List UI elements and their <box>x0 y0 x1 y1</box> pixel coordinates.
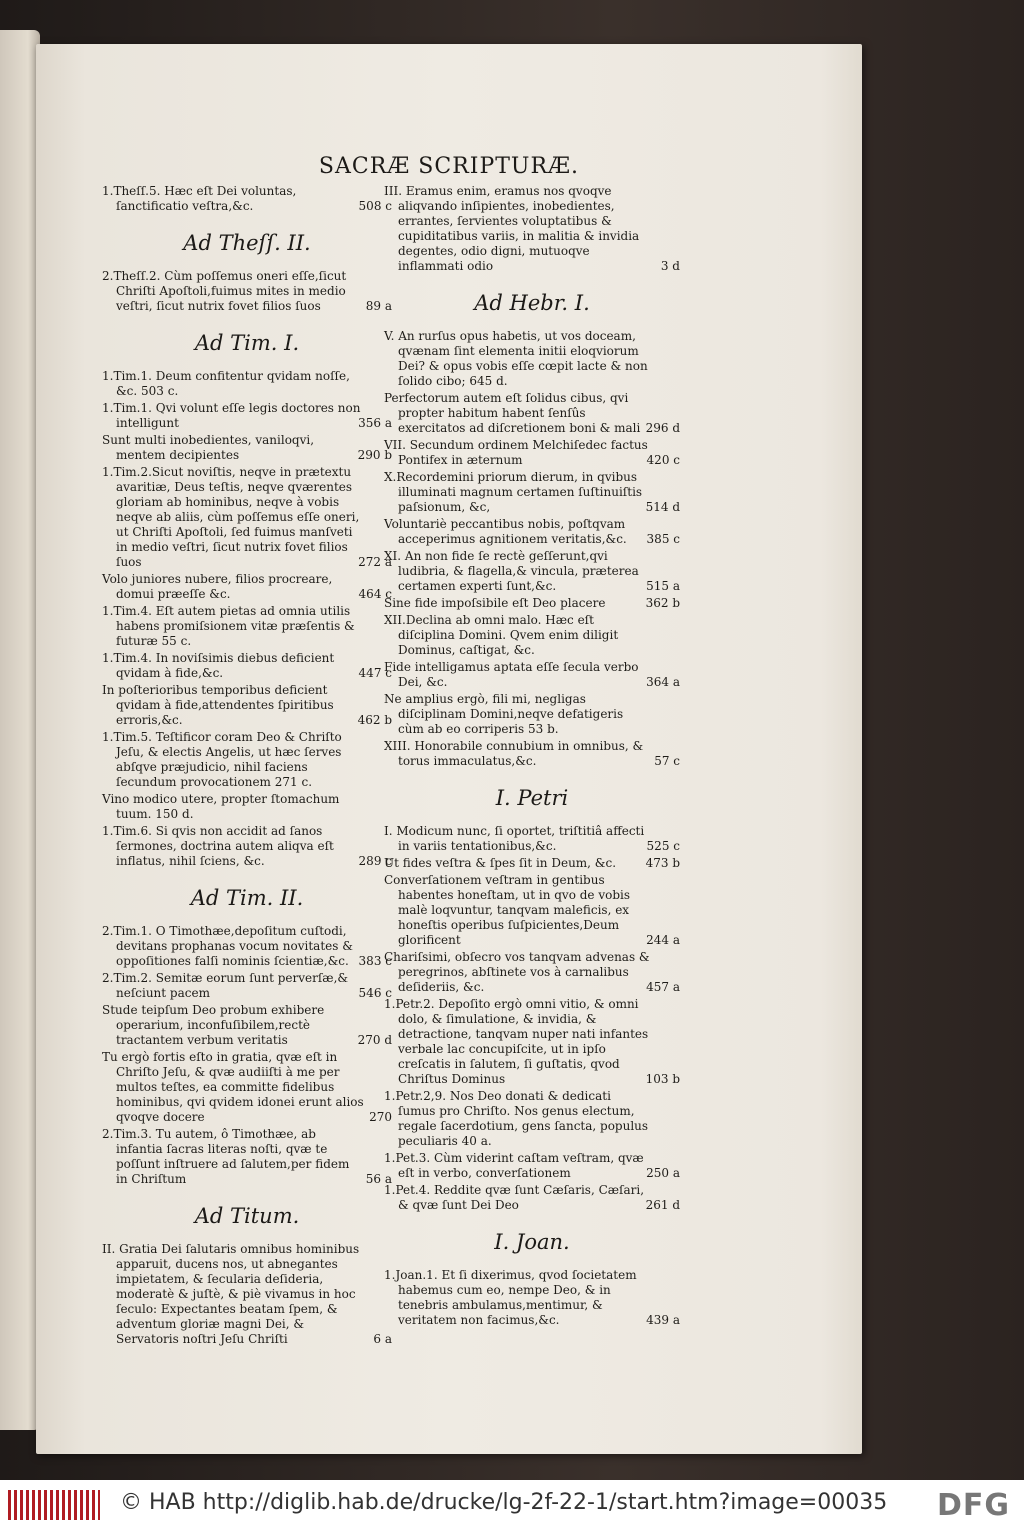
entry-text: 2.Tim.3. Tu autem, ô Timothæe, ab infantia ſacras literas noſti, qvæ te poſſunt inſtruere ad ſalutem,per fidem in Chriſtum <box>102 1127 350 1186</box>
index-entry <box>102 971 392 1001</box>
page-reference: 515 a <box>646 579 680 593</box>
entry-text: Sine fide impoſsibile eſt Deo placere <box>384 596 606 610</box>
page-reference: 447 c <box>358 666 392 680</box>
book-page <box>36 44 862 1454</box>
viewer-footer <box>0 1480 1024 1529</box>
index-entry <box>384 470 680 515</box>
page-reference: 356 a <box>358 416 392 430</box>
entry-text: 1.Tim.5. Teſtificor coram Deo & Chriſto Jeſu, & electis Angelis, ut hæc ſerves abſqve præjudicio, nihil faciens ſecundum provocationem 271 c. <box>102 730 342 789</box>
index-entry <box>102 1003 392 1048</box>
facing-page-edge <box>0 30 40 1430</box>
index-entry <box>384 1183 680 1213</box>
page-reference: 464 c <box>358 587 392 601</box>
entry-text: VII. Secundum ordinem Melchiſedec factus Pontifex in æternum <box>384 438 648 467</box>
entry-text: Vino modico utere, propter ſtomachum tuum. 150 d. <box>102 792 340 821</box>
index-entry <box>102 924 392 969</box>
index-entry <box>102 1050 392 1125</box>
entry-text: Volo juniores nubere, filios procreare, domui præeſſe &c. <box>102 572 333 601</box>
entry-text: V. An rurſus opus habetis, ut vos doceam, qvænam ſint elementa initii eloqviorum Dei? & opus vobis eſſe cœpit lacte & non ſolido cibo; 645 d. <box>384 329 648 388</box>
left-column <box>102 184 392 1349</box>
entry-text: Tu ergò fortis eſto in gratia, qvæ eſt in Chriſto Jeſu, & qvæ audiiſti à me per multos teſtes, ea committe fidelibus hominibus, qvi qvidem idonei erunt alios qvoqve docere <box>102 1050 364 1124</box>
entry-text: 1.Tim.2.Sicut noviſtis, neqve in prætextu avaritiæ, Deus teſtis, neqve qværentes gloriam ab hominibus, neqve à vobis neqve ab aliis, cùm poſſemus eſſe oneri, ut Chriſti Apoſtoli, ſed fuimus manſveti in medio veſtri, ſicut nutrix fovet filios ſuos <box>102 465 360 569</box>
entry-text: 1.Tim.6. Si qvis non accidit ad ſanos ſermones, doctrina autem aliqva eſt inflatus, nihil ſciens, &c. <box>102 824 334 868</box>
index-entry <box>102 401 392 431</box>
index-entry <box>102 269 392 314</box>
page-reference: 89 a <box>365 299 392 313</box>
index-entry <box>384 1089 680 1149</box>
index-entry <box>384 1151 680 1181</box>
entry-text: 1.Tim.4. In noviſsimis diebus deficient qvidam à fide,&c. <box>102 651 335 680</box>
index-entry <box>102 184 392 214</box>
index-entry <box>384 739 680 769</box>
entry-text: X.Recordemini priorum dierum, in qvibus illuminati magnum certamen ſuſtinuiſtis paſsionum, &c, <box>384 470 643 514</box>
entry-text: 1.Joan.1. Et ſi dixerimus, qvod ſocietatem habemus cum eo, nempe Deo, & in tenebris ambulamus,mentimur, & veritatem non facimus,&c. <box>384 1268 637 1327</box>
index-entry <box>102 572 392 602</box>
page-reference: 439 a <box>646 1313 680 1327</box>
entry-text: XII.Declina ab omni malo. Hæc eſt diſciplina Domini. Qvem enim diligit Dominus, caſtigat, &c. <box>384 613 619 657</box>
index-entry <box>384 1268 680 1328</box>
index-entry <box>102 369 392 399</box>
section-heading: Ad Theſſ. II. <box>183 231 311 255</box>
index-entry <box>384 692 680 737</box>
entry-text: 1.Tim.1. Deum confitentur qvidam noſſe, &c. 503 c. <box>102 369 350 398</box>
index-entry <box>384 329 680 389</box>
page-reference: 383 c <box>358 954 392 968</box>
index-entry <box>384 824 680 854</box>
entry-text: XIII. Honorabile connubium in omnibus, & torus immaculatus,&c. <box>384 739 644 768</box>
entry-text: 1.Theſſ.5. Hæc eſt Dei voluntas, ſanctificatio veſtra,&c. <box>102 184 297 213</box>
index-entry <box>384 391 680 436</box>
index-entry <box>384 549 680 594</box>
page-reference: 270 d <box>357 1033 392 1047</box>
entry-text: 1.Tim.4. Eſt autem pietas ad omnia utilis habens promiſsionem vitæ præſentis & futuræ 55 c. <box>102 604 355 648</box>
index-entry <box>384 856 680 871</box>
right-column <box>384 184 680 1330</box>
index-entry <box>384 997 680 1087</box>
page-reference: 6 a <box>373 1332 392 1346</box>
section-heading: I. Joan. <box>494 1230 570 1254</box>
entry-text: In poſterioribus temporibus deficient qvidam à fide,attendentes ſpiritibus erroris,&c. <box>102 683 334 727</box>
entry-text: Sunt multi inobedientes, vaniloqvi, mentem decipientes <box>102 433 315 462</box>
section-heading: Ad Titum. <box>194 1204 300 1228</box>
page-reference: 296 d <box>645 421 680 435</box>
entry-text: 1.Tim.1. Qvi volunt eſſe legis doctores non intelligunt <box>102 401 361 430</box>
index-entry <box>102 730 392 790</box>
section-heading: I. Petri <box>495 786 569 810</box>
page-reference: 272 a <box>358 555 392 569</box>
index-entry <box>384 184 680 274</box>
index-entry <box>384 613 680 658</box>
entry-text: III. Eramus enim, eramus nos qvoqve aliqvando inſipientes, inobedientes, errantes, ſervientes voluptatibus & cupiditatibus variis, in malitia & invidia degentes, odio digni, mutuoqve inflammati odio <box>384 184 640 273</box>
entry-text: 2.Tim.1. O Timothæe,depoſitum cuſtodi, devitans prophanas vocum novitates & oppoſitiones falſi nominis ſcientiæ,&c. <box>102 924 353 968</box>
page-reference: 270 <box>369 1110 392 1124</box>
index-entry <box>102 1242 392 1347</box>
page-reference: 364 a <box>646 675 680 689</box>
page-reference: 244 a <box>646 933 680 947</box>
index-entry <box>384 438 680 468</box>
entry-text: XI. An non fide ſe rectè geſſerunt,qvi ludibria, & flagella,& vincula, præterea certamen experti ſunt,&c. <box>384 549 639 593</box>
hab-logo-icon <box>8 1490 100 1520</box>
entry-text: 1.Petr.2. Depoſito ergò omni vitio, & omni dolo, & ſimulatione, & invidia, & detractione, tanqvam nuper nati infantes verbale lac concupiſcite, ut in ipſo creſcatis in ſalutem, ſi guſtatis, qvod Chriſtus Dominus <box>384 997 649 1086</box>
entry-text: Fide intelligamus aptata eſſe ſecula verbo Dei, &c. <box>384 660 639 689</box>
index-entry <box>384 873 680 948</box>
entry-text: Perfectorum autem eſt ſolidus cibus, qvi propter habitum habent ſenſûs exercitatos ad diſcretionem boni & mali <box>384 391 641 435</box>
page-reference: 462 b <box>357 713 392 727</box>
entry-text: 1.Pet.4. Reddite qvæ ſunt Cæſaris, Cæſari, & qvæ ſunt Dei Deo <box>384 1183 645 1212</box>
page-reference: 290 b <box>357 448 392 462</box>
index-entry <box>384 950 680 995</box>
page-reference: 525 c <box>646 839 680 853</box>
page-reference: 289 c <box>358 854 392 868</box>
entry-text: Converſationem veſtram in gentibus habentes honeſtam, ut in qvo de vobis malè loqvuntur, tanqvam maleficis, ex honeſtis operibus ſuſpicientes,Deum glorificent <box>384 873 631 947</box>
entry-text: Chariſsimi, obſecro vos tanqvam advenas & peregrinos, abſtinete vos à carnalibus deſideriis, &c. <box>384 950 650 994</box>
page-reference: 508 c <box>358 199 392 213</box>
page-reference: 57 c <box>654 754 680 768</box>
page-reference: 420 c <box>646 453 680 467</box>
source-url[interactable]: © HAB http://diglib.hab.de/drucke/lg-2f-22-1/start.htm?image=00035 <box>120 1490 888 1515</box>
page-reference: 514 d <box>645 500 680 514</box>
index-entry <box>102 824 392 869</box>
index-entry <box>102 683 392 728</box>
page-reference: 546 c <box>358 986 392 1000</box>
index-entry <box>102 651 392 681</box>
entry-text: Stude teipſum Deo probum exhibere operarium, inconfuſibilem,rectè tractantem verbum veritatis <box>102 1003 325 1047</box>
page-reference: 250 a <box>646 1166 680 1180</box>
section-heading: Ad Tim. I. <box>194 331 300 355</box>
page-reference: 385 c <box>646 532 680 546</box>
entry-text: 1.Pet.3. Cùm viderint caſtam veſtram, qvæ eſt in verbo, converſationem <box>384 1151 644 1180</box>
entry-text: 2.Tim.2. Semitæ eorum ſunt perverſæ,& neſciunt pacem <box>102 971 349 1000</box>
index-entry <box>384 596 680 611</box>
entry-text: Ne amplius ergò, fili mi, negligas diſciplinam Domini,neqve defatigeris cùm ab eo corriperis 53 b. <box>384 692 624 736</box>
entry-text: II. Gratia Dei ſalutaris omnibus hominibus apparuit, ducens nos, ut abnegantes impietatem, & ſecularia deſideria, moderatè & juſtè, & piè vivamus in hoc ſeculo: Expectantes beatam ſpem, & adventum gloriæ magni Dei, & Servatoris noſtri Jeſu Chriſti <box>102 1242 360 1346</box>
index-entry <box>102 604 392 649</box>
page-reference: 56 a <box>365 1172 392 1186</box>
index-entry <box>102 433 392 463</box>
index-entry <box>102 1127 392 1187</box>
page-reference: 3 d <box>660 259 680 273</box>
index-entry <box>102 792 392 822</box>
entry-text: Voluntariè peccantibus nobis, poſtqvam acceperimus agnitionem veritatis,&c. <box>384 517 627 546</box>
index-entry <box>384 517 680 547</box>
page-reference: 473 b <box>645 856 680 870</box>
dfg-logo: DFG <box>936 1488 1010 1523</box>
entry-text: Ut fides veſtra & ſpes ſit in Deum, &c. <box>384 856 617 870</box>
page-reference: 457 a <box>646 980 680 994</box>
entry-text: 2.Theſſ.2. Cùm poſſemus oneri eſſe,ſicut Chriſti Apoſtoli,fuimus mites in medio veſtri, ſicut nutrix fovet filios ſuos <box>102 269 347 313</box>
index-entry <box>102 465 392 570</box>
page-header: SACRÆ SCRIPTURÆ. <box>318 154 580 179</box>
section-heading: Ad Hebr. I. <box>474 291 590 315</box>
entry-text: I. Modicum nunc, ſi oportet, triſtitiâ affecti in variis tentationibus,&c. <box>384 824 645 853</box>
page-reference: 103 b <box>645 1072 680 1086</box>
index-entry <box>384 660 680 690</box>
section-heading: Ad Tim. II. <box>190 886 304 910</box>
page-reference: 362 b <box>645 596 680 610</box>
page-reference: 261 d <box>645 1198 680 1212</box>
entry-text: 1.Petr.2,9. Nos Deo donati & dedicati ſumus pro Chriſto. Nos genus electum, regale ſacerdotium, gens ſancta, populus peculiaris 40 a. <box>384 1089 649 1148</box>
